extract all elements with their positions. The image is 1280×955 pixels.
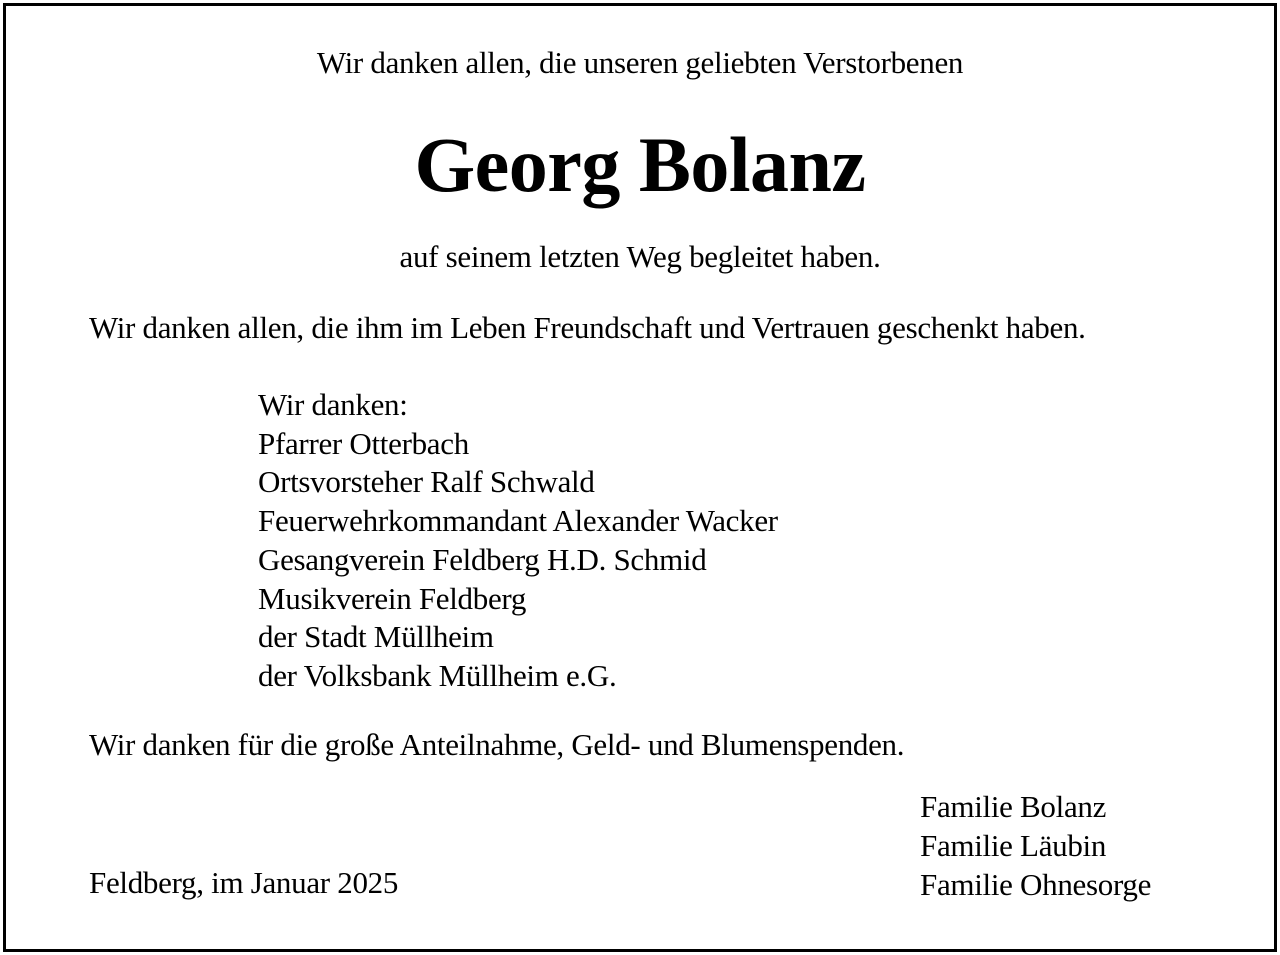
thanks-item: Pfarrer Otterbach [258, 425, 469, 461]
place-date: Feldberg, im Januar 2025 [89, 865, 399, 900]
signer: Familie Läubin [920, 828, 1107, 863]
thanks-item: der Volksbank Müllheim e.G. [258, 657, 617, 693]
intro-text: Wir danken allen, die unseren geliebten Verstorbenen [316, 45, 964, 80]
thanks-item: der Stadt Müllheim [258, 619, 494, 655]
thanks-list [258, 386, 778, 696]
signer: Familie Ohnesorge [920, 867, 1152, 902]
thanks-item: Feuerwehrkommandant Alexander Wacker [258, 503, 778, 539]
thanks-item: Ortsvorsteher Ralf Schwald [258, 464, 595, 500]
friendship-text: Wir danken allen, die ihm im Leben Freundschaft und Vertrauen geschenkt haben. [89, 310, 1086, 345]
deceased-name: Georg Bolanz [414, 121, 866, 208]
thanks-heading: Wir danken: [258, 387, 408, 422]
thanks-item: Gesangverein Feldberg H.D. Schmid [258, 541, 707, 577]
signers-list [920, 787, 1151, 904]
donations-text: Wir danken für die große Anteilnahme, Geld- und Blumenspenden. [89, 727, 905, 762]
signer: Familie Bolanz [920, 789, 1107, 824]
intro-continued-text: auf seinem letzten Weg begleitet haben. [399, 239, 881, 274]
thanks-item: Musikverein Feldberg [258, 580, 527, 616]
